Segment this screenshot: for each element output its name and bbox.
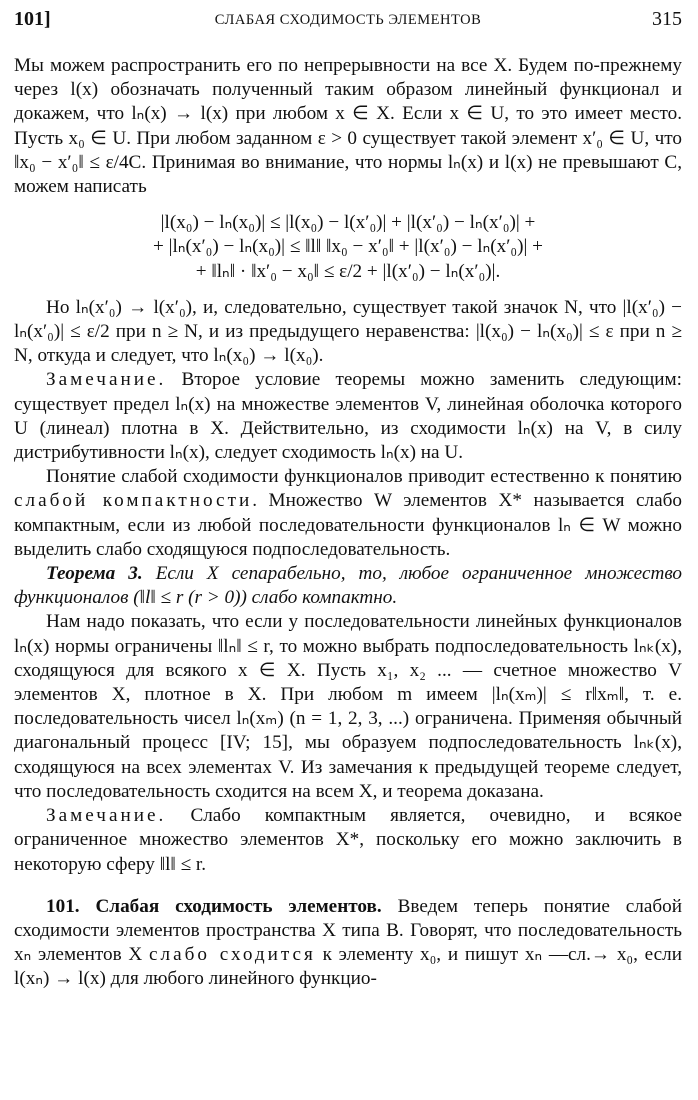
page-header: [14, 8, 682, 32]
p3-start: Понятие слабой сходимости функционалов приводит естественно к понятию: [46, 466, 682, 488]
paragraph-convergence-proof: Но lₙ(x′₀) → l(x′₀), и, следовательно, существует такой значок N, что |l(x′₀) − lₙ(x′₀)| ≤ ε/2 при n ≥ N, и из предыдущего неравенства: |l(x₀) − lₙ(x₀)| ≤ ε при n ≥ N, откуда и следует, что lₙ(x₀) → l(x₀).: [14, 296, 682, 367]
paragraph-weak-compactness: [14, 465, 682, 562]
formula-line-2: + |lₙ(x′₀) − lₙ(x₀)| ≤ ‖l‖ ‖x₀ − x′₀‖ + |l(x′₀) − lₙ(x′₀)| +: [153, 236, 543, 258]
theorem-label: Теорема 3.: [46, 563, 143, 585]
running-title: СЛАБАЯ СХОДИМОСТЬ ЭЛЕМЕНТОВ: [214, 12, 482, 28]
remark-2: [14, 804, 682, 877]
p3-end: . Множество W элементов X* называется слабо компактным, если из любой последовательности функционалов lₙ ∈ W можно выделить слабо сходящуюся подпоследовательность.: [14, 490, 682, 560]
page-body: [14, 54, 682, 992]
term-weak-compactness: слабой компактности: [14, 490, 253, 512]
term-weakly-converges: слабо сходится: [149, 944, 316, 966]
remark-2-text: Слабо компактным является, очевидно, и всякое ограниченное множество элементов X*, поскольку его можно заключить в некоторую сферу ‖l‖ ≤ r.: [14, 805, 683, 875]
theorem-3: [14, 562, 682, 610]
p5-start: Введем теперь понятие слабой сходимости элементов пространства X типа B. Говорят, что последовательность xₙ элементов X: [14, 895, 682, 966]
section-heading: 101. Слабая сходимость элементов.: [46, 895, 382, 917]
page-number: 315: [652, 8, 682, 30]
remark-1: [14, 368, 682, 465]
formula-line-3: + ‖lₙ‖ · ‖x′₀ − x₀‖ ≤ ε/2 + |l(x′₀) − lₙ(x′₀)|.: [195, 260, 501, 282]
formula-line-1: |l(x₀) − lₙ(x₀)| ≤ |l(x₀) − l(x′₀)| + |l(x′₀) − lₙ(x′₀)| +: [160, 212, 536, 234]
section-101: [14, 895, 682, 992]
section-gap: [14, 877, 682, 895]
remark-1-text: Второе условие теоремы можно заменить следующим: существует предел lₙ(x) на множестве элементов V, линейная оболочка которого U (линеал) плотна в X. Действительно, из сходимости lₙ(x) на V, в силу дистрибутивности lₙ(x), следует сходимость lₙ(x) на U.: [14, 369, 683, 464]
remark-1-label: Замечание.: [46, 369, 167, 391]
remark-2-label: Замечание.: [46, 805, 167, 827]
p5-end: к элементу x₀, и пишут xₙ —сл.→ x₀, если l(xₙ) → l(x) для любого линейного функцио-: [14, 944, 682, 990]
theorem-proof: Нам надо показать, что если у последовательности линейных функционалов lₙ(x) нормы ограничены ‖lₙ‖ ≤ r, то можно выбрать подпоследовательность lₙₖ(x), сходящуюся для всякого x ∈ X. Пусть x₁, x₂ ... — счетное множество V элементов X, плотное в X. При любом m имеем |lₙ(xₘ)| ≤ r‖xₘ‖, т. е. последовательность чисел lₙ(xₘ) (n = 1, 2, 3, ...) ограничена. Применяя обычный диагональный процесс [IV; 15], мы образуем подпоследовательность lₙₖ(x), сходящуюся на всех элементах V. Из замечания к предыдущей теореме следует, что последовательность сходится на всем X, и теорема доказана.: [14, 611, 682, 802]
section-reference: 101]: [14, 8, 51, 30]
paragraph-continuation: Мы можем распространить его по непрерывности на все X. Будем по-прежнему через l(x) обозначать полученный таким образом линейный функционал и докажем, что lₙ(x) → l(x) при любом x ∈ X. Если x ∈ U, то это имеет место. Пусть x₀ ∈ U. При любом заданном ε > 0 существует такой элемент x′₀ ∈ U, что ‖x₀ − x′₀‖ ≤ ε/4C. Принимая во внимание, что нормы lₙ(x) и l(x) не превышают C, можем написать: [14, 55, 682, 198]
theorem-statement: Если X сепарабельно, то, любое ограниченное множество функционалов (‖l‖ ≤ r (r > 0)) слабо компактно.: [14, 563, 682, 609]
